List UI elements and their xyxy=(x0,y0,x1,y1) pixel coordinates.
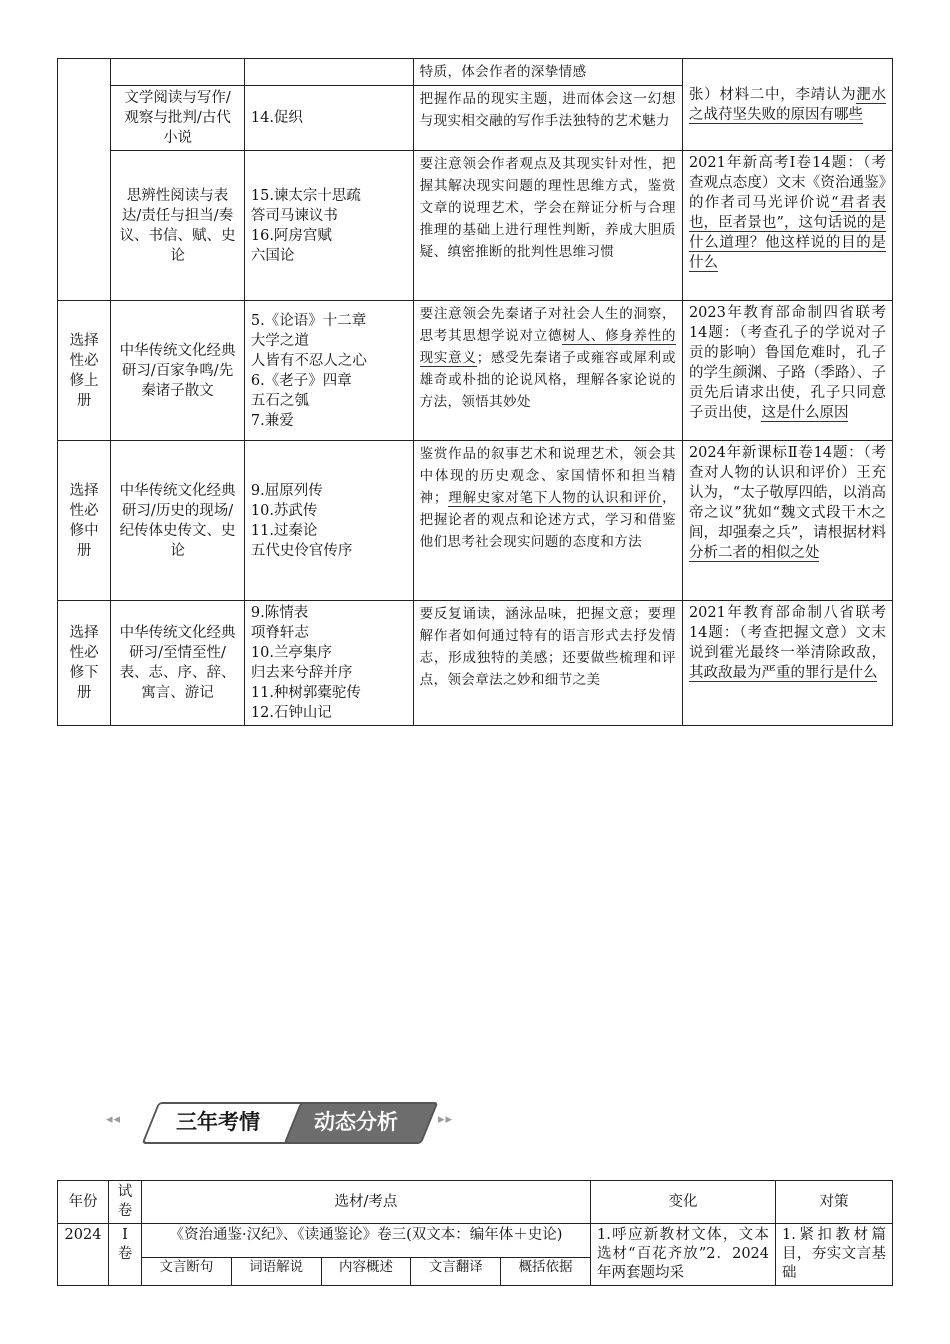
text-title: 9.屈原列传 xyxy=(250,482,323,499)
point-cell: 概括依据 xyxy=(501,1257,591,1285)
text-title: 大学之道 xyxy=(250,332,309,349)
text-title: 11.过秦论 xyxy=(250,522,318,539)
texts-cell xyxy=(244,86,413,151)
method-cell xyxy=(413,441,682,601)
banner-title-left: 三年考情 xyxy=(176,1110,260,1134)
text-title: 5.《论语》十二章 xyxy=(250,312,367,329)
texts-cell-empty xyxy=(244,59,413,86)
strategy-cell: 1.紧扣教材篇目，夯实文言基础 xyxy=(776,1224,893,1286)
text-title: 14.促织 xyxy=(250,110,303,126)
text-title: 项脊轩志 xyxy=(250,625,309,641)
volume-cell: 选择性必修下册 xyxy=(58,601,111,726)
method-text: 特质，体会作者的深挚情感 xyxy=(419,64,587,80)
module-cell: 中华传统文化经典研习/至情至性/表、志、序、辞、寓言、游记 xyxy=(111,601,245,726)
text-title: 10.苏武传 xyxy=(250,502,318,519)
module-cell-empty xyxy=(111,59,245,86)
method-cell xyxy=(413,301,682,441)
method-text: 要注意领会先秦诸子对社会人生的洞察，思考其思想学说对立德 xyxy=(419,306,676,344)
text-title: 五石之瓠 xyxy=(250,392,309,409)
text-title: 答司马谏议书 xyxy=(250,207,338,224)
exam-question: “君者表也，臣者景也”，这句话说的是什么道理？他这样说的目的是什么 xyxy=(688,195,886,271)
text-title: 五代史伶官传序 xyxy=(250,542,353,559)
volume-cell: 选择性必修中册 xyxy=(58,441,111,601)
header-strategy: 对策 xyxy=(776,1181,893,1224)
texts-cell xyxy=(244,601,413,726)
table-row xyxy=(58,151,893,301)
right-arrows-icon: ▸▸ xyxy=(438,1112,454,1127)
exam-text: 张）材料二中，李靖认为 xyxy=(688,86,857,103)
text-title: 16.阿房宫赋 xyxy=(250,227,332,244)
text-title: 归去来兮辞并序 xyxy=(250,665,353,681)
text-title: 9.陈情表 xyxy=(250,605,309,621)
table-row xyxy=(58,59,893,86)
header-paper: 试卷 xyxy=(109,1181,142,1224)
point-cell: 词语解说 xyxy=(231,1257,321,1285)
text-title: 人皆有不忍人之心 xyxy=(250,352,367,369)
exam-question: 其政敌最为严重的罪行是什么 xyxy=(688,665,878,681)
module-cell: 思辨性阅读与表达/责任与担当/奏议、书信、赋、史论 xyxy=(111,151,245,301)
method-text: ；感受先秦诸子或雍容或犀利或雄奇或朴拙的论说风格，理解各家论说的方法，领悟其妙处 xyxy=(419,350,676,410)
text-title: 7.兼爱 xyxy=(250,412,294,429)
method-text: ，把握论者的观点和论述方式，学习和借鉴他们思考社会现实问题的态度和方法 xyxy=(419,490,676,550)
text-title: 12.石钟山记 xyxy=(250,705,332,721)
module-cell: 中华传统文化经典研习/历史的现场/纪传体史传文、史论 xyxy=(111,441,245,601)
table-row xyxy=(58,441,893,601)
volume-cell-empty xyxy=(58,59,111,301)
text-title: 15.谏太宗十思疏 xyxy=(250,187,361,204)
text-title: 10.兰亭集序 xyxy=(250,645,332,661)
change-cell: 1.呼应新教材文体，文本选材“百花齐放”2．2024年两套题均采 xyxy=(591,1224,776,1286)
table-row xyxy=(58,1224,893,1258)
texts-cell xyxy=(244,441,413,601)
material-cell: 《资治通鉴·汉纪》、《读通鉴论》卷三(双文本：编年体＋史论) xyxy=(142,1224,591,1258)
table-row xyxy=(58,601,893,726)
texts-cell xyxy=(244,151,413,301)
point-cell: 文言翻译 xyxy=(411,1257,501,1285)
volume-cell: 选择性必修上册 xyxy=(58,301,111,441)
exam-text: 2021年新高考Ⅰ卷14题：（考查观点态度）文末《资治通鉴》的作者司马光评价说 xyxy=(688,155,886,211)
year-cell: 2024 xyxy=(58,1224,109,1286)
method-highlight: 理解史家对笔下人物的认识和评价 xyxy=(447,490,663,506)
point-cell: 内容概述 xyxy=(321,1257,411,1285)
exam-text: 2024年新课标Ⅱ卷14题：（考查对人物的认识和评价）王充认为，“太子敬厚四皓，以消高帝之议”犹如“魏文式段干木之闾，却强秦之兵”，请根据材料 xyxy=(688,445,886,541)
paper-cell: Ⅰ卷 xyxy=(109,1224,142,1286)
text-title: 6.《老子》四章 xyxy=(250,372,352,389)
method-cell: 把握作品的现实主题，进而体会这一幻想与现实相交融的写作手法独特的艺术魅力 xyxy=(413,86,682,151)
left-arrows-icon: ◂◂ xyxy=(106,1112,122,1127)
exam-cell xyxy=(682,59,892,151)
text-title: 六国论 xyxy=(250,247,295,264)
exam-cell xyxy=(682,441,892,601)
method-cell: 要反复诵读，涵泳品味，把握文意；要理解作者如何通过特有的语言形式去抒发情志，形成独特的美感；还要做些梳理和评点，领会章法之妙和细节之美 xyxy=(413,601,682,726)
exam-question: 分析二者的相似之处 xyxy=(688,545,820,561)
exam-text: 2023年教育部命制四省联考14题：（考查孔子的学说对子贡的影响）鲁国危难时，孔子的学生颜渊、子路（季路）、子贡先后请求出使，孔子只同意子贡出使， xyxy=(688,305,886,421)
exam-cell xyxy=(682,301,892,441)
exam-question: 淝水之战苻坚失败的原因有哪些 xyxy=(688,86,887,123)
method-cell xyxy=(413,59,682,86)
point-cell: 文言断句 xyxy=(142,1257,232,1285)
banner-title-right: 动态分析 xyxy=(314,1110,398,1134)
header-year: 年份 xyxy=(58,1181,109,1224)
table-row xyxy=(58,301,893,441)
module-cell: 中华传统文化经典研习/百家争鸣/先秦诸子散文 xyxy=(111,301,245,441)
exam-text: 2021年教育部命制八省联考14题：（考查把握文意）文末说到霍光最终一举清除政敌， xyxy=(688,605,886,661)
header-material: 选材/考点 xyxy=(142,1181,591,1224)
exam-cell xyxy=(682,151,892,301)
section-banner xyxy=(106,1100,476,1144)
method-text: 鉴赏作品的叙事艺术和说理艺术，领会其中体现的历史观念、家国情怀和担当精神； xyxy=(419,446,676,506)
exam-analysis-table xyxy=(57,1180,893,1286)
exam-question: 这是什么原因 xyxy=(761,405,849,421)
exam-cell xyxy=(682,601,892,726)
header-row xyxy=(58,1181,893,1224)
header-change: 变化 xyxy=(591,1181,776,1224)
module-cell: 文学阅读与写作/观察与批判/古代小说 xyxy=(111,86,245,151)
text-title: 11.种树郭橐驼传 xyxy=(250,685,361,701)
method-cell: 要注意领会作者观点及其现实针对性，把握其解决现实问题的理性思维方式，鉴赏文章的说理艺术，学会在辩证分析与合理推理的基础上进行理性判断，养成大胆质疑、缜密推断的批判性思维习惯 xyxy=(413,151,682,301)
texts-cell xyxy=(244,301,413,441)
curriculum-table xyxy=(57,58,893,726)
method-highlight: 树人、修身养性的现实意义 xyxy=(419,328,676,366)
